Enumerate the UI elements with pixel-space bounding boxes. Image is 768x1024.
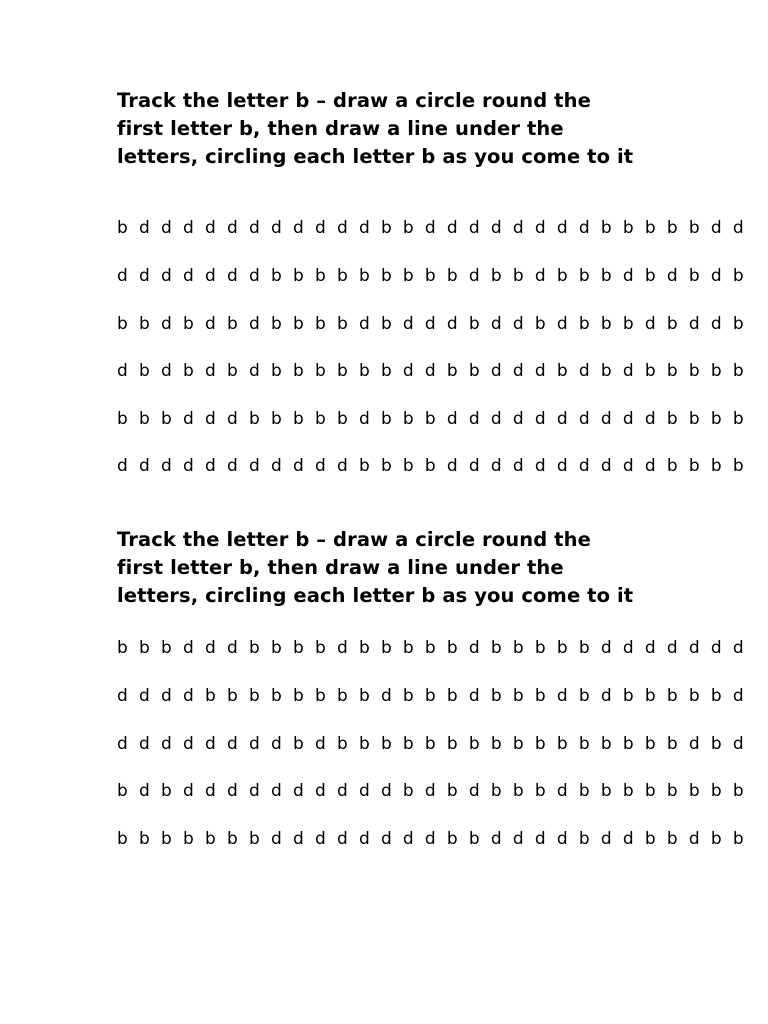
instruction-line: first letter b, then draw a line under the [117,556,564,579]
instruction-line: Track the letter b – draw a circle round the [117,528,591,551]
instruction-line: first letter b, then draw a line under the [117,117,564,140]
letter-row: b b d b d b d b b b b d b d d d b d d b d b b b d b d d b [117,314,747,334]
letter-row: b b b d d d b b b b b d b b b d d d d d d d d d d b b b b [117,409,747,429]
letter-row: d d d d b b b b b b b b d b b b d b b b d b d b b b b b d [117,686,747,706]
letter-row: b b b d d d b b b b d b b b b b d b b b b b d d d d d d d [117,638,747,658]
letter-row: b d b d d d d d d d d d d b d b d b b b d b b b b b b b b [117,781,747,801]
letter-row: b d d d d d d d d d d d b b d d d d d d d d b b b b b d d [117,218,747,238]
letter-row: d d d d d d d d d d d b b b b d d d d d d d d d d b b b b [117,456,747,476]
letter-row: b b b b b b b d d d d d d d d b b d d d d b d d b b d b b [117,829,747,849]
instruction-text [117,87,717,171]
instruction-line: letters, circling each letter b as you come to it [117,145,634,168]
instruction-line: letters, circling each letter b as you come to it [117,584,634,607]
letter-row: d b d b d b d b b b b b b d d b b d d d b d b d b b b b b [117,361,747,381]
letter-row: d d d d d d d d b d b b b b b b b b b b b b b b b b d b d [117,734,747,754]
instruction-line: Track the letter b – draw a circle round the [117,89,591,112]
instruction-text [117,526,717,610]
letter-row: d d d d d d d b b b b b b b b b d b b d b b b d b d b d b [117,266,747,286]
